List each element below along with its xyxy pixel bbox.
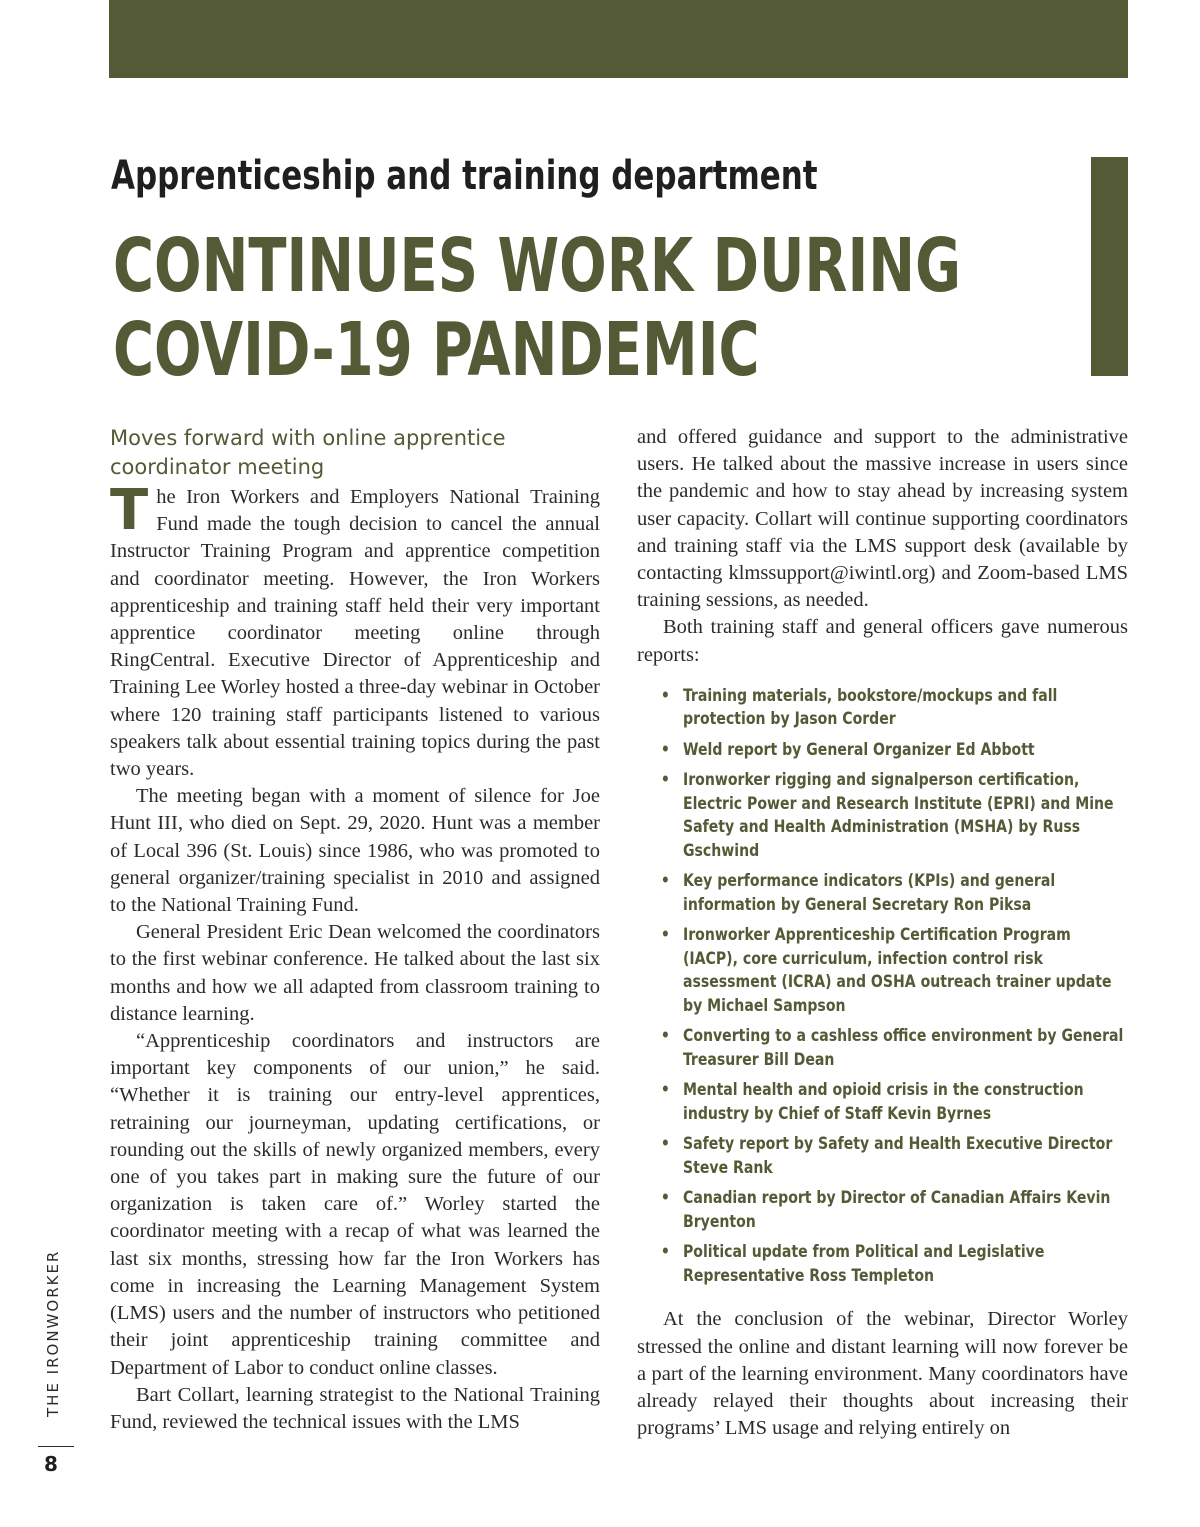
list-item: • Training materials, bookstore/mockups and fall protection by Jason Corder xyxy=(683,685,1125,732)
right-column xyxy=(637,424,1128,1442)
paragraph-3: General President Eric Dean welcomed the coordinators to the first webinar conference. He talked about the last six months and how we all adapted from classroom training to distance learning. xyxy=(110,921,600,1025)
article-subhead: Moves forward with online apprentice coordinator meeting xyxy=(110,426,506,479)
list-item: • Mental health and opioid crisis in the construction industry by Chief of Staff Kevin Byrnes xyxy=(683,1079,1125,1126)
left-column xyxy=(110,424,600,1436)
paragraph-7: Both training staff and general officers gave numerous reports: xyxy=(637,616,1128,666)
reports-list xyxy=(637,685,1128,1289)
list-item: • Political update from Political and Legislative Representative Ross Templeton xyxy=(683,1241,1125,1288)
drop-cap: T xyxy=(110,478,149,543)
paragraph-1 xyxy=(110,478,600,783)
list-item: • Weld report by General Organizer Ed Abbott xyxy=(683,739,1125,763)
article-headline xyxy=(113,223,961,393)
paragraph-6: and offered guidance and support to the administrative users. He talked about the massive increase in users since the pandemic and how to stay ahead by increasing system user capacity. Collart will continue supporting coordinators and training staff via the LMS support desk (available by contacting klmssupport@iwintl.org) and Zoom-based LMS training sessions, as needed. xyxy=(637,426,1128,612)
list-item: • Ironworker Apprenticeship Certification Program (IACP), core curriculum, infection control risk assessment (ICRA) and OSHA outreach trainer update by Michael Sampson xyxy=(683,924,1125,1018)
footer-divider xyxy=(38,1446,74,1447)
paragraph-8: At the conclusion of the webinar, Director Worley stressed the online and distant learning will now forever be a part of the learning environment. Many coordinators have already relayed their thoughts about increasing their programs’ LMS usage and relying entirely on xyxy=(637,1308,1128,1440)
list-item: • Key performance indicators (KPIs) and general information by General Secretary Ron Piksa xyxy=(683,870,1125,917)
list-item: • Safety report by Safety and Health Executive Director Steve Rank xyxy=(683,1133,1125,1180)
list-item: • Ironworker rigging and signalperson certification, Electric Power and Research Institute (EPRI) and Mine Safety and Health Administration (MSHA) by Russ Gschwind xyxy=(683,769,1125,863)
list-item: • Converting to a cashless office environment by General Treasurer Bill Dean xyxy=(683,1025,1125,1072)
article-kicker: Apprenticeship and training department xyxy=(111,153,818,199)
paragraph-2: The meeting began with a moment of silence for Joe Hunt III, who died on Sept. 29, 2020. Hunt was a member of Local 396 (St. Louis) since 1986, who was promoted to general organizer/training specialist in 2010 and assigned to the National Training Fund. xyxy=(110,785,600,917)
paragraph-4: “Apprenticeship coordinators and instructors are important key components of our union,” he said. “Whether it is training our entry-level apprentices, retraining our journeyman, updating certifications, or rounding out the skills of newly organized members, every one of you takes part in making sure the future of our organization is taken care of.” Worley started the coordinator meeting with a recap of what was learned the last six months, stressing how far the Iron Workers has come in increasing the Learning Management System (LMS) users and the number of instructors who petitioned their joint apprenticeship training committee and Department of Labor to conduct online classes. xyxy=(110,1030,600,1379)
headline-line-2: COVID-19 PANDEMIC xyxy=(113,307,760,393)
side-accent-bar xyxy=(1091,157,1128,376)
headline-line-1: CONTINUES WORK DURING xyxy=(113,223,961,309)
paragraph-1-text: he Iron Workers and Employers National Training Fund made the tough decision to cancel the annual Instructor Training Program and apprentice competition and coordinator meeting. However, the Iron Workers apprenticeship and training staff held their very important apprentice coordinator meeting online through RingCentral. Executive Director of Apprenticeship and Training Lee Worley hosted a three-day webinar in October where 120 training staff participants listened to various speakers talk about essential training topics during the past two years. xyxy=(110,486,600,781)
paragraph-5: Bart Collart, learning strategist to the National Training Fund, reviewed the technical issues with the LMS xyxy=(110,1383,600,1433)
list-item: • Canadian report by Director of Canadian Affairs Kevin Bryenton xyxy=(683,1187,1125,1234)
publication-name: THE IRONWORKER xyxy=(44,1249,62,1417)
page-number: 8 xyxy=(44,1452,58,1476)
top-color-bar xyxy=(109,0,1128,78)
